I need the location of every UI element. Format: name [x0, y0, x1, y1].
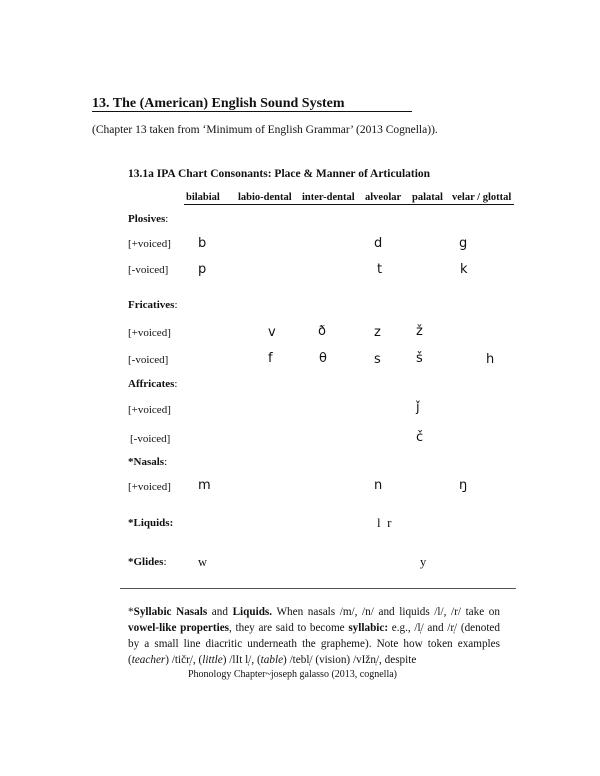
ipa-j-caron: ǰ — [416, 400, 420, 415]
page-title: 13. The (American) English Sound System — [92, 96, 345, 111]
category-liquids: *Liquids: — [128, 517, 174, 529]
subtitle: (Chapter 13 taken from ‘Minimum of English Grammar’ (2013 Cognella)). — [92, 124, 438, 136]
ipa-y: y — [420, 555, 427, 569]
ipa-p: p — [198, 262, 207, 277]
chart-title: 13.1a IPA Chart Consonants: Place & Manner of Articulation — [128, 168, 431, 180]
category-nasals: *Nasals: — [128, 456, 168, 468]
ipa-b: b — [198, 236, 207, 251]
ipa-theta: θ — [319, 351, 327, 366]
ipa-t: t — [377, 262, 383, 277]
plosives-voiced-label: [+voiced] — [128, 238, 171, 250]
ipa-z: z — [374, 325, 381, 340]
ipa-d: d — [374, 236, 383, 251]
ipa-w: w — [198, 555, 208, 569]
ipa-k: k — [460, 262, 468, 277]
ipa-n: n — [374, 478, 383, 493]
ipa-h: h — [486, 352, 495, 367]
footnote-separator — [120, 588, 516, 589]
nasals-voiced-label: [+voiced] — [128, 481, 171, 493]
header-underline — [184, 204, 514, 205]
footnote: *Syllabic Nasals and Liquids. When nasals /m/, /n/ and liquids /l/, /r/ take on vowel-like properties, they are said to become syllabic: e.g., /l̩/ and /r̩/ (denoted by a small line diacritic underneath the grapheme). Note how token examples (teacher) /tičr̩/, (little) /lIt l̩/, (table) /tebl̩/ (vision) /vIžn̩/, despite — [128, 606, 500, 666]
ipa-liquids: l r — [377, 515, 392, 530]
ipa-s-caron: š — [416, 351, 423, 366]
col-velar-glottal: velar / glottal — [452, 192, 512, 203]
fricatives-voiceless-label: [-voiced] — [128, 354, 169, 366]
category-affricates: Affricates: — [128, 378, 178, 390]
col-labio-dental: labio-dental — [238, 192, 292, 203]
col-alveolar: alveolar — [365, 192, 402, 203]
fricatives-voiced-label: [+voiced] — [128, 327, 171, 339]
col-bilabial: bilabial — [186, 192, 220, 203]
ipa-z-caron: ž — [416, 324, 423, 339]
col-inter-dental: inter-dental — [302, 192, 355, 203]
ipa-eth: ð — [318, 324, 326, 339]
category-glides: *Glides: — [128, 556, 167, 568]
category-fricatives: Fricatives: — [128, 299, 178, 311]
ipa-eng: ŋ — [459, 478, 468, 493]
page-footer: Phonology Chapter~joseph galasso (2013, cognella) — [188, 669, 397, 680]
ipa-c-caron: č — [416, 430, 424, 445]
ipa-g: g — [459, 236, 468, 251]
ipa-v: v — [268, 325, 276, 340]
ipa-f: f — [268, 351, 273, 366]
col-palatal: palatal — [412, 192, 443, 203]
affricates-voiced-label: [+voiced] — [128, 404, 171, 416]
ipa-s: s — [374, 352, 381, 367]
affricates-voiceless-label: [-voiced] — [130, 433, 171, 445]
title-underline — [92, 111, 412, 112]
ipa-m: m — [198, 478, 211, 493]
category-plosives: Plosives: — [128, 213, 169, 225]
plosives-voiceless-label: [-voiced] — [128, 264, 169, 276]
